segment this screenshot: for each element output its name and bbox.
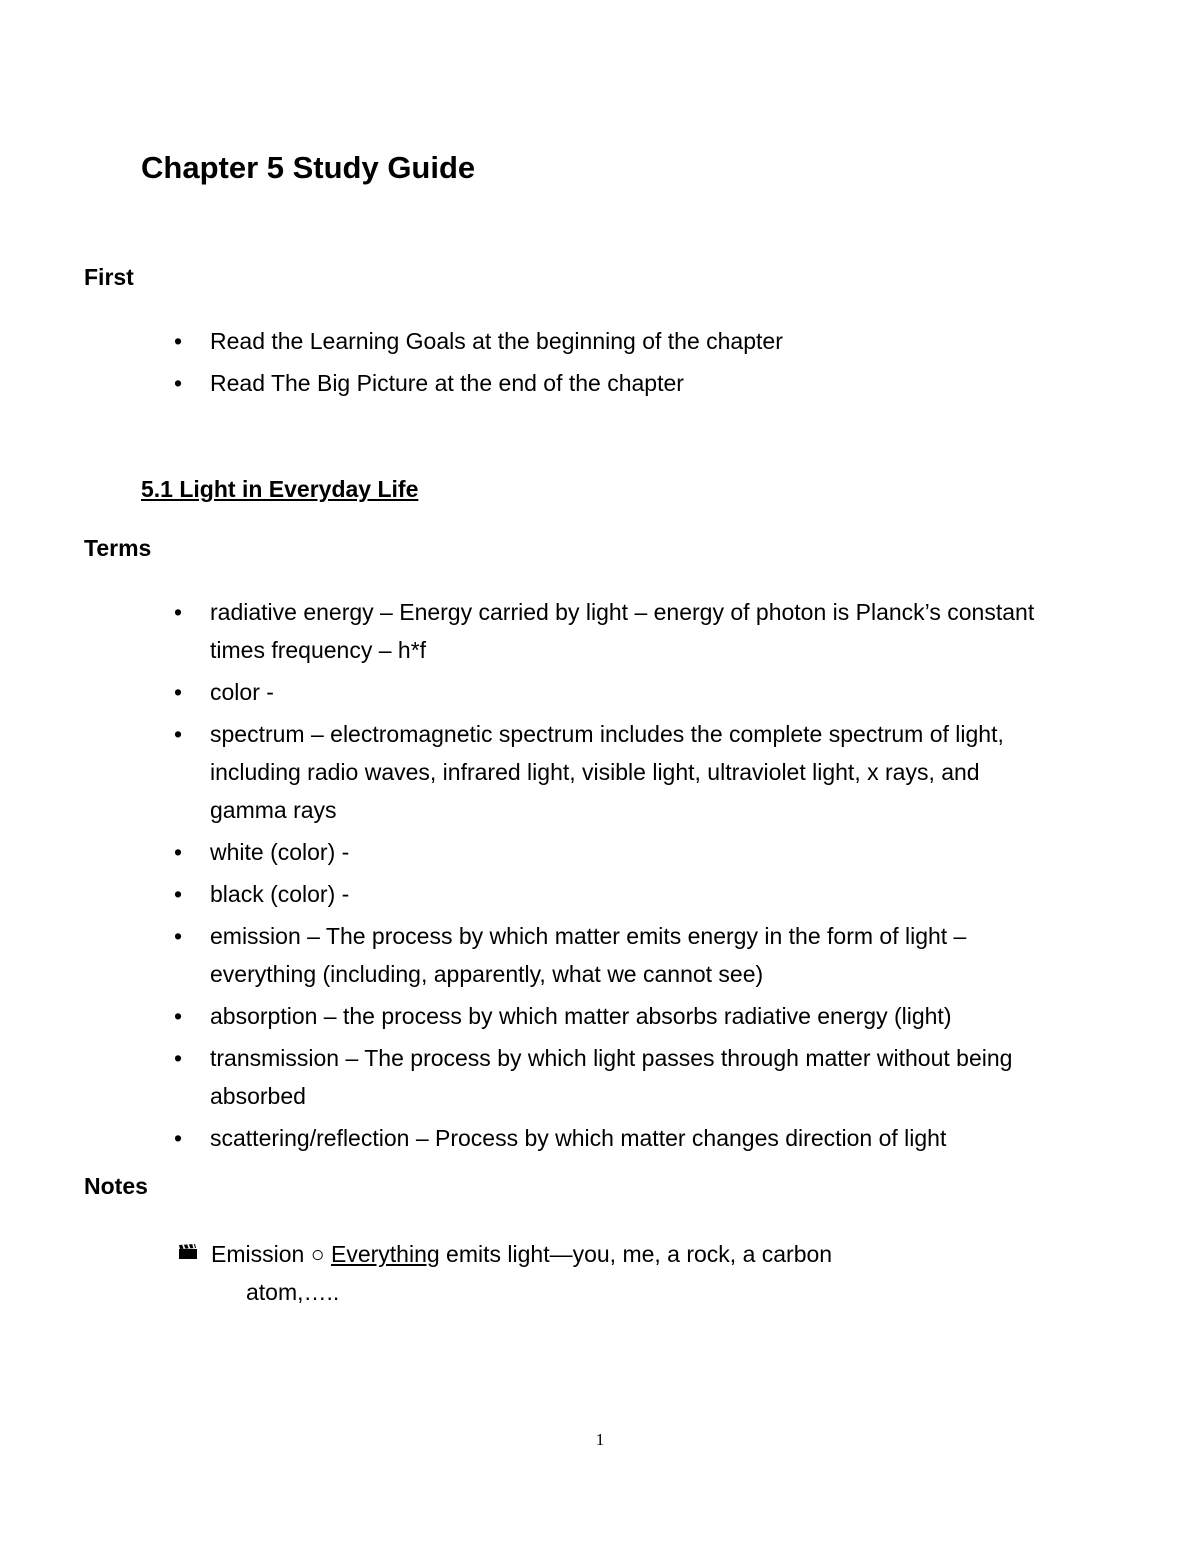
notes-heading: Notes <box>84 1173 148 1199</box>
list-item-text: spectrum – electromagnetic spectrum includes the complete spectrum of light, including radio waves, infrared light, visible light, ultraviolet light, x rays, and gamma rays <box>210 721 1004 823</box>
document-title: Chapter 5 Study Guide <box>141 150 476 185</box>
list-item-text: radiative energy – Energy carried by light – energy of photon is Planck’s constant times frequency – h*f <box>210 599 1035 663</box>
list-item <box>0 1039 1200 1115</box>
list-item-text: white (color) - <box>210 839 350 865</box>
list-item-text: emission – The process by which matter emits energy in the form of light – everything (including, apparently, what we cannot see) <box>210 923 967 987</box>
list-item <box>0 833 1200 871</box>
list-item-text: color - <box>210 679 274 705</box>
list-item <box>0 322 1200 360</box>
terms-list <box>0 593 1200 1157</box>
section-heading: 5.1 Light in Everyday Life <box>141 476 419 502</box>
list-item <box>0 593 1200 669</box>
list-item <box>0 673 1200 711</box>
first-list <box>0 322 1200 402</box>
terms-heading: Terms <box>84 535 152 561</box>
list-item-text: transmission – The process by which light passes through matter without being absorbed <box>210 1045 1013 1109</box>
list-item-text: scattering/reflection – Process by which matter changes direction of light <box>210 1125 947 1151</box>
bullet-icon: • <box>174 1045 183 1071</box>
notes-item-text <box>211 1234 832 1274</box>
page-number: 1 <box>595 1430 605 1449</box>
bullet-icon: • <box>174 679 183 705</box>
list-item <box>0 715 1200 829</box>
clapperboard-icon <box>178 1244 198 1260</box>
bullet-icon: • <box>174 1125 183 1151</box>
list-item-text: absorption – the process by which matter absorbs radiative energy (light) <box>210 1003 952 1029</box>
bullet-icon: • <box>174 328 183 354</box>
list-item <box>0 997 1200 1035</box>
first-heading: First <box>84 264 134 290</box>
list-item-text: Read the Learning Goals at the beginning of the chapter <box>210 328 783 354</box>
bullet-icon: • <box>174 721 183 747</box>
list-item <box>0 364 1200 402</box>
notes-item-prefix: Emission ○ <box>211 1241 331 1267</box>
bullet-icon: • <box>174 1003 183 1029</box>
list-item <box>0 1119 1200 1157</box>
list-item-text: black (color) - <box>210 881 350 907</box>
list-item <box>0 875 1200 913</box>
bullet-icon: • <box>174 599 183 625</box>
notes-item-emphasis: Everything <box>330 1241 440 1267</box>
bullet-icon: • <box>174 923 183 949</box>
bullet-icon: • <box>174 881 183 907</box>
list-item <box>0 917 1200 993</box>
bullet-icon: • <box>174 370 183 396</box>
notes-item-rest: emits light—you, me, a rock, a carbon <box>439 1241 833 1267</box>
bullet-icon: • <box>174 839 183 865</box>
notes-item-continuation: atom,….. <box>246 1279 340 1305</box>
list-item-text: Read The Big Picture at the end of the chapter <box>210 370 684 396</box>
